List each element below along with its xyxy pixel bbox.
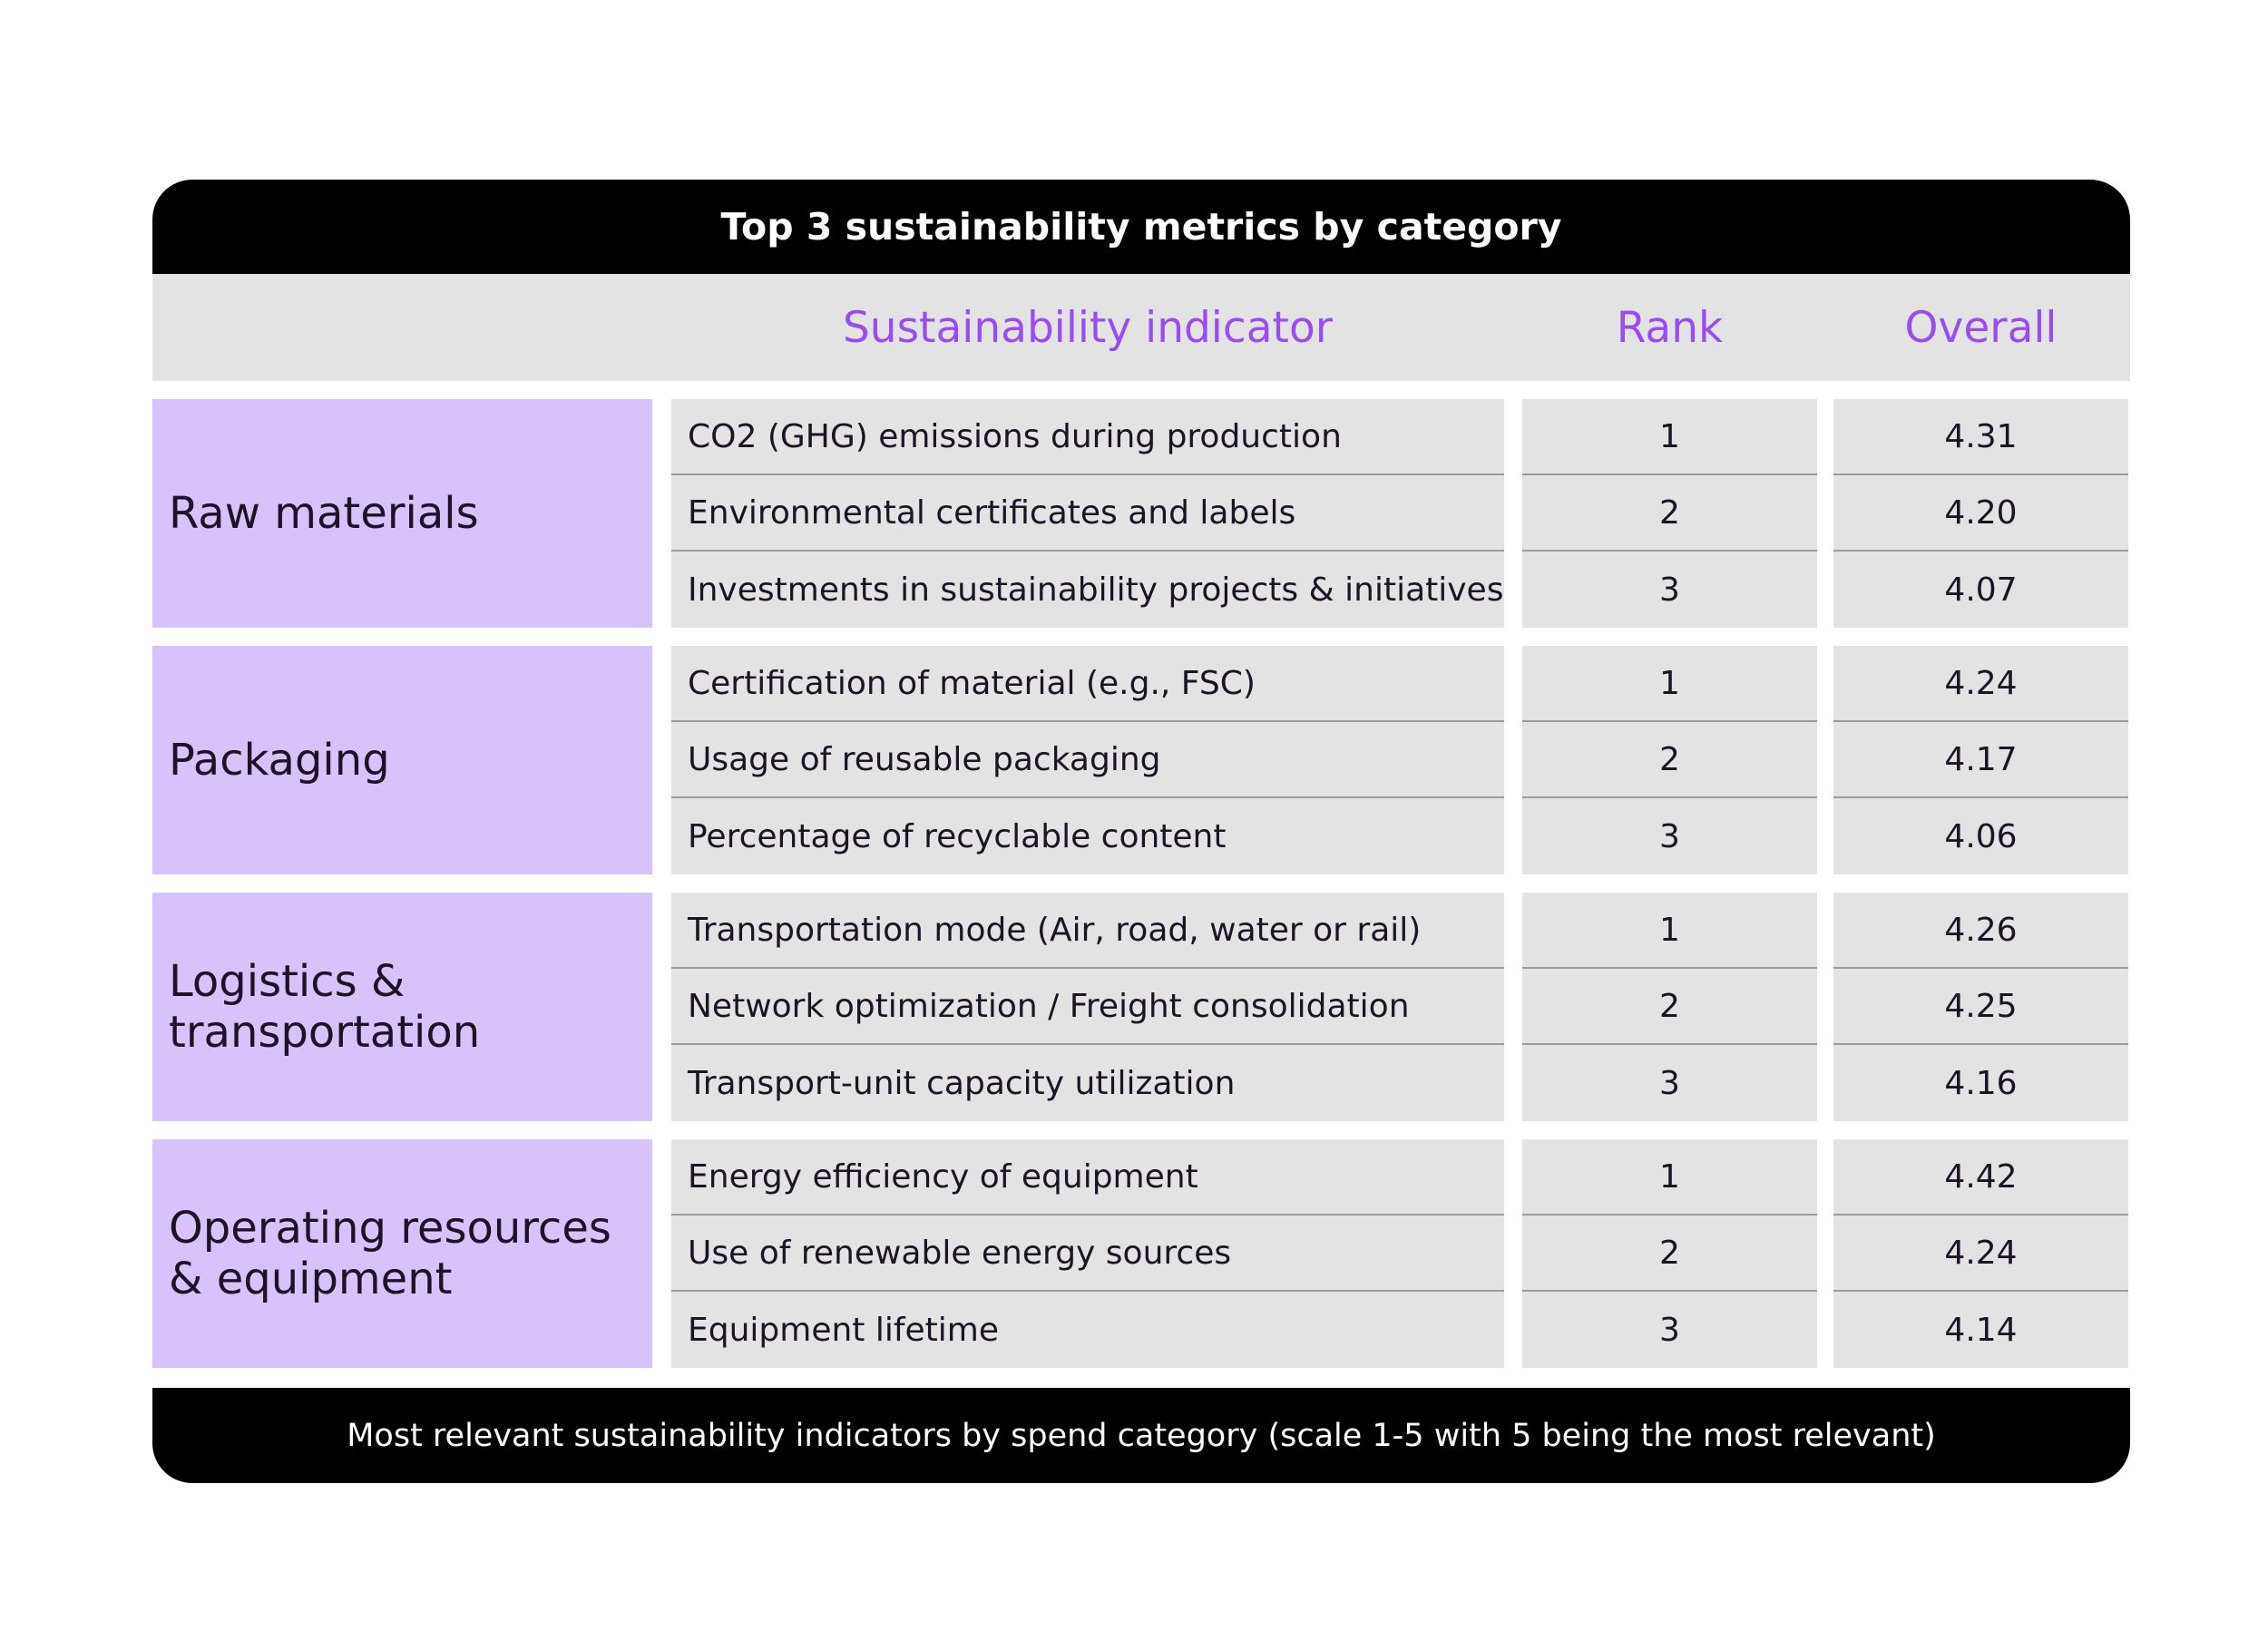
indicator-cell: Equipment lifetime bbox=[671, 1292, 1504, 1368]
indicator-cell: Environmental certificates and labels bbox=[671, 475, 1504, 552]
header-indicator: Sustainability indicator bbox=[842, 302, 1334, 353]
indicator-cell: Transportation mode (Air, road, water or rail) bbox=[671, 893, 1504, 969]
indicator-cell: Energy efficiency of equipment bbox=[671, 1139, 1504, 1216]
category-label: Packaging bbox=[152, 646, 652, 874]
overall-cell: 4.17 bbox=[1833, 722, 2128, 798]
indicator-cell: Percentage of recyclable content bbox=[671, 798, 1504, 874]
rank-cell: 1 bbox=[1522, 646, 1817, 722]
rank-cell: 1 bbox=[1522, 399, 1817, 475]
indicator-cell: Investments in sustainability projects & initiatives bbox=[671, 552, 1504, 628]
rank-cell: 2 bbox=[1522, 722, 1817, 798]
header-row bbox=[152, 274, 2130, 381]
indicator-cell: Use of renewable energy sources bbox=[671, 1216, 1504, 1292]
rank-cell: 3 bbox=[1522, 1292, 1817, 1368]
indicator-cell: Certification of material (e.g., FSC) bbox=[671, 646, 1504, 722]
rank-cell: 2 bbox=[1522, 1216, 1817, 1292]
indicator-cell: CO2 (GHG) emissions during production bbox=[671, 399, 1504, 475]
rank-cell: 3 bbox=[1522, 1045, 1817, 1121]
indicator-cell: Transport-unit capacity utilization bbox=[671, 1045, 1504, 1121]
rank-cell: 1 bbox=[1522, 893, 1817, 969]
header-rank: Rank bbox=[1616, 302, 1724, 353]
rank-cell: 2 bbox=[1522, 969, 1817, 1045]
rank-cell: 3 bbox=[1522, 552, 1817, 628]
header-overall: Overall bbox=[1904, 302, 2058, 353]
overall-cell: 4.20 bbox=[1833, 475, 2128, 552]
indicator-cell: Network optimization / Freight consolidation bbox=[671, 969, 1504, 1045]
overall-cell: 4.14 bbox=[1833, 1292, 2128, 1368]
overall-cell: 4.24 bbox=[1833, 1216, 2128, 1292]
overall-cell: 4.24 bbox=[1833, 646, 2128, 722]
rank-cell: 2 bbox=[1522, 475, 1817, 552]
table-title: Top 3 sustainability metrics by category bbox=[152, 180, 2130, 274]
overall-cell: 4.25 bbox=[1833, 969, 2128, 1045]
table-footer-caption: Most relevant sustainability indicators by spend category (scale 1-5 with 5 being the most relevant) bbox=[152, 1388, 2130, 1483]
rank-cell: 3 bbox=[1522, 798, 1817, 874]
category-label: Raw materials bbox=[152, 399, 652, 628]
overall-cell: 4.06 bbox=[1833, 798, 2128, 874]
category-label: Logistics & transportation bbox=[152, 893, 652, 1121]
category-label: Operating resources & equipment bbox=[152, 1139, 652, 1368]
overall-cell: 4.31 bbox=[1833, 399, 2128, 475]
metrics-table-card bbox=[152, 180, 2130, 1483]
rank-cell: 1 bbox=[1522, 1139, 1817, 1216]
indicator-cell: Usage of reusable packaging bbox=[671, 722, 1504, 798]
overall-cell: 4.42 bbox=[1833, 1139, 2128, 1216]
overall-cell: 4.26 bbox=[1833, 893, 2128, 969]
overall-cell: 4.16 bbox=[1833, 1045, 2128, 1121]
overall-cell: 4.07 bbox=[1833, 552, 2128, 628]
